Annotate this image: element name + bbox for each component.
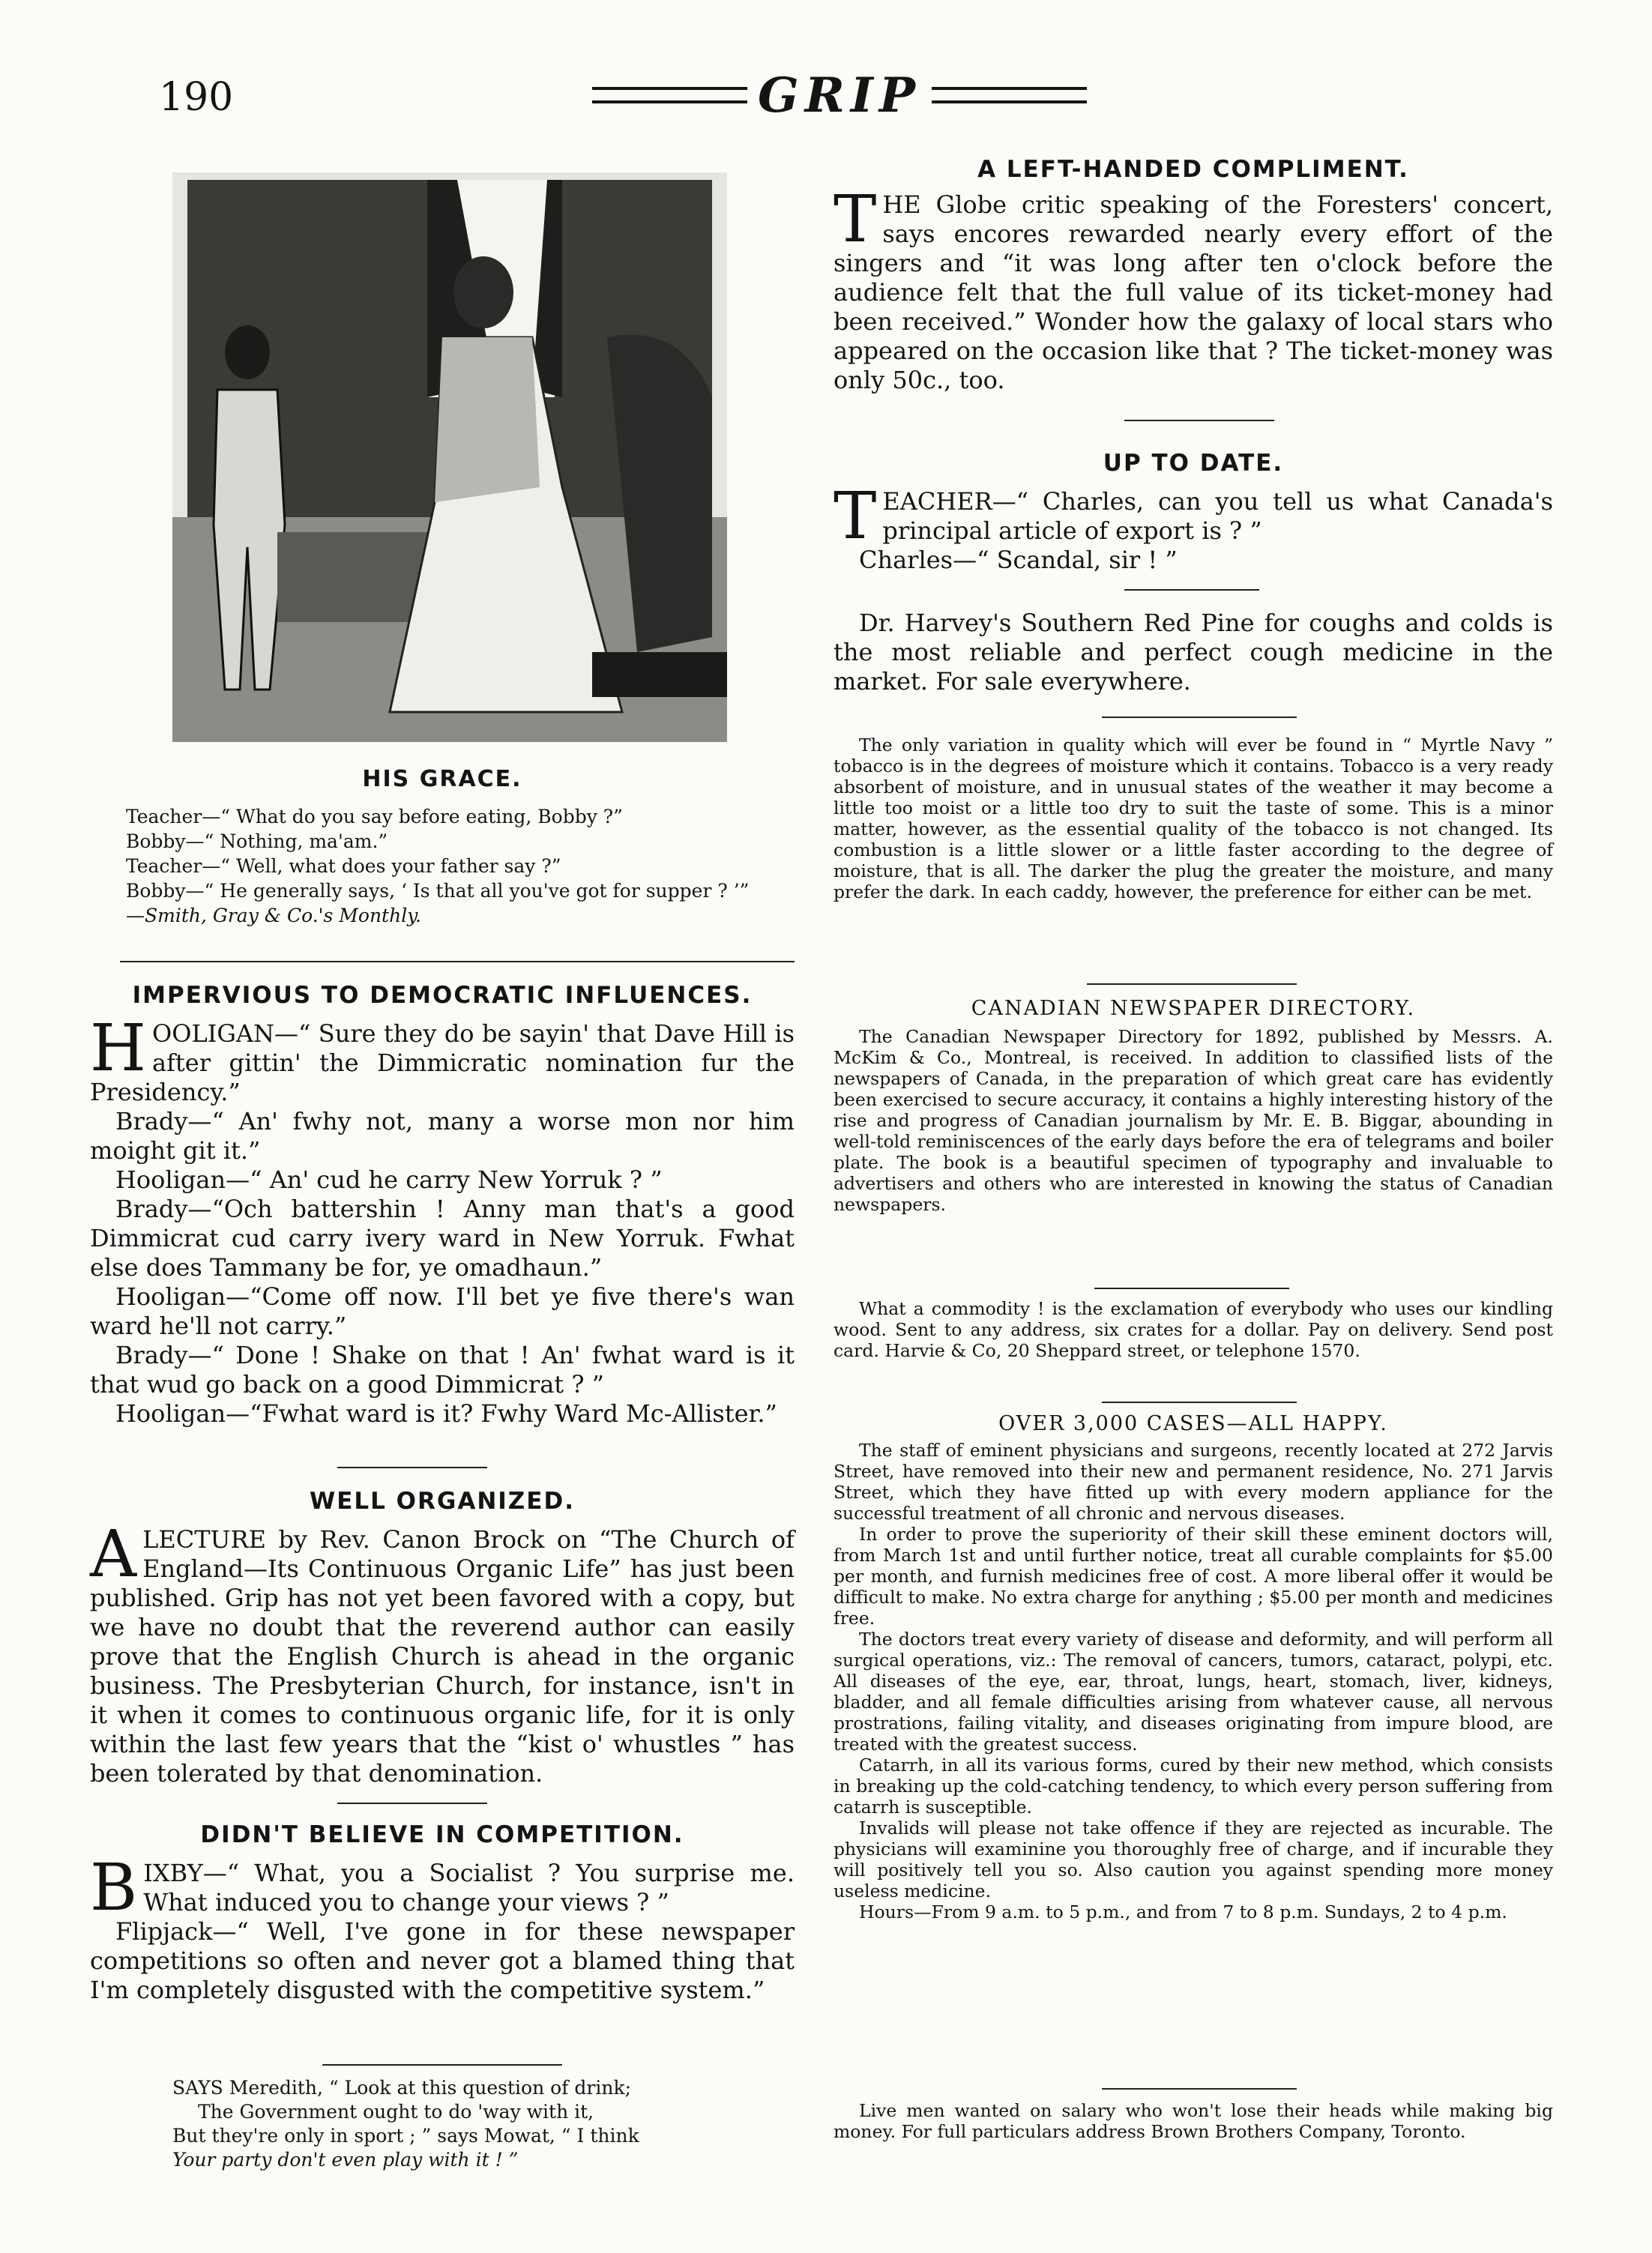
cases-para: Invalids will please not take offence if they are rejected as incurable. The physicians will examinine you thoroughly free of charge, and if incurable they will positively tell you so. Also caution you against spending more money useless medicine. [833,1818,1553,1901]
drop-cap: T [833,479,877,554]
divider [1102,1402,1297,1403]
competition-para: IXBY—“ What, you a Socialist ? You surprise me. What induced you to change your views ? ” [143,1859,795,1916]
up-to-date-section [833,450,1553,575]
masthead-title: GRIP [758,67,921,124]
impervious-para: Brady—“ Done ! Shake on that ! An' fwhat ward is it that wud go back on a good Dimmicrat ? ” [90,1341,795,1399]
impervious-section [90,982,795,1429]
live-men-section [833,2100,1553,2142]
myrtle-text: The only variation in quality which will ever be found in “ Myrtle Navy ” tobacco is in the degrees of moisture which it contains. Tobacco is a very ready absorbent of moisture, and in unusual states of the weather it may become a little too moist or a little too dry to suit the taste of some. This is a minor matter, however, as the essential quality of the tobacco is not changed. Its combustion is a little slower or a little faster according to the degree of moisture, that is all. The darker the plug the greater the moisture, and many prefer the dark. In each caddy, however, the preference for either can be met. [833,735,1553,902]
divider [120,961,795,962]
competition-section [90,1821,795,2005]
impervious-para: OOLIGAN—“ Sure they do be sayin' that Dave Hill is after gittin' the Dimmicratic nomination fur the Presidency.” [90,1019,795,1106]
left-handed-title: A LEFT-HANDED COMPLIMENT. [977,156,1409,183]
divider [337,1467,487,1468]
impervious-para: Hooligan—“Fwhat ward is it? Fwhy Ward Mc-Allister.” [115,1399,777,1428]
up-to-date-line: EACHER—“ Charles, can you tell us what Canada's principal article of export is ? ” [882,487,1553,545]
left-handed-text: HE Globe critic speaking of the Foresters' concert, says encores rewarded nearly every effort of the singers and “it was long after ten o'clock before the audience felt that the full value of its ticket-money had been received.” Wonder how the galaxy of local stars who appeared on the occasion like that ? The ticket-money was only 50c., too. [833,190,1553,394]
his-grace-line: Bobby—“ He generally says, ‘ Is that all you've got for supper ? ’” [126,880,750,902]
directory-section [833,997,1553,1215]
poem-line: SAYS Meredith, “ Look at this question of drink; [172,2077,632,2099]
divider [322,2064,562,2066]
poem-line: Your party don't even play with it ! ” [172,2149,519,2171]
masthead-rule-right [932,87,1087,103]
up-to-date-title: UP TO DATE. [1103,450,1284,477]
his-grace-line: Bobby—“ Nothing, ma'am.” [126,830,388,852]
his-grace-title: HIS GRACE. [362,766,522,792]
masthead [592,67,1087,124]
drop-cap: T [833,182,877,257]
poem-line: But they're only in sport ; ” says Mowat, “ I think [172,2125,639,2147]
divider [1102,2088,1297,2090]
commodity-section [833,1298,1553,1361]
page-number: 190 [159,75,234,120]
divider [1087,983,1297,985]
directory-title: CANADIAN NEWSPAPER DIRECTORY. [971,997,1416,1020]
drop-cap: H [90,1011,146,1086]
live-men-text: Live men wanted on salary who won't lose their heads while making big money. For full particulars address Brown Brothers Company, Toronto. [833,2100,1553,2142]
impervious-para: Hooligan—“Come off now. I'll bet ye five there's wan ward he'll not carry.” [90,1282,795,1340]
engraving-illustration [142,172,757,757]
poem-line: The Government ought to do 'way with it, [198,2101,594,2123]
his-grace-source: —Smith, Gray & Co.'s Monthly. [126,905,421,926]
cases-para: The doctors treat every variety of disease and deformity, and will perform all surgical operations, viz.: The removal of cancers, tumors, cataract, polypi, etc. All diseases of the eye, ear, throat, lungs, heart, stomach, liver, kidneys, bladder, and all female difficulties arising from whatever cause, all nervous prostrations, failing vitality, and diseases originating from impure blood, are treated with the greatest success. [833,1629,1553,1755]
cases-para: The staff of eminent physicians and surgeons, recently located at 272 Jarvis Street, have removed into their new and permanent residence, No. 271 Jarvis Street, which they have fitted up with every modern appliance for the successful treatment of all chronic and nervous diseases. [833,1440,1553,1524]
masthead-rule-left [592,87,747,103]
cases-para: Hours—From 9 a.m. to 5 p.m., and from 7 to 8 p.m. Sundays, 2 to 4 p.m. [859,1901,1507,1922]
up-to-date-line: Charles—“ Scandal, sir ! ” [859,546,1178,574]
cases-para: In order to prove the superiority of their skill these eminent doctors will, from March 1st and until further notice, treat all curable complaints for $5.00 per month, and furnish medicines free of cost. A more liberal offer it would be difficult to make. No extra charge for anything ; $5.00 per month and medicines free. [833,1524,1553,1629]
his-grace-line: Teacher—“ What do you say before eating, Bobby ?” [126,806,623,827]
well-organized-section [90,1488,795,1788]
divider [1094,1288,1289,1289]
drop-cap: B [90,1851,138,1925]
cases-section [833,1412,1553,1922]
divider [1102,717,1297,718]
impervious-title: IMPERVIOUS TO DEMOCRATIC INFLUENCES. [132,982,753,1009]
well-organized-title: WELL ORGANIZED. [310,1488,575,1515]
harvey-section [833,609,1553,696]
impervious-para: Brady—“Och battershin ! Anny man that's a good Dimmicrat cud carry ivery ward in New Yorruk. Fwhat else does Tammany be for, ye omadhaun.” [90,1195,795,1282]
drop-cap: A [90,1517,137,1592]
cases-title: OVER 3,000 CASES—ALL HAPPY. [998,1412,1388,1435]
divider [1124,589,1259,591]
divider [337,1803,487,1804]
his-grace-section [90,766,795,928]
divider [1124,420,1274,421]
impervious-para: Hooligan—“ An' cud he carry New Yorruk ? ” [115,1165,663,1194]
his-grace-line: Teacher—“ Well, what does your father say ?” [126,855,561,877]
myrtle-section [833,735,1553,902]
illustration-teacher-and-boy [142,172,757,757]
competition-para: Flipjack—“ Well, I've gone in for these newspaper competitions so often and never got a blamed thing that I'm completely disgusted with the competitive system.” [90,1917,795,2004]
commodity-text: What a commodity ! is the exclamation of everybody who uses our kindling wood. Sent to any address, six crates for a dollar. Pay on delivery. Send post card. Harvie & Co, 20 Sheppard street, or telephone 1570. [833,1298,1553,1361]
left-handed-section [833,156,1553,395]
competition-title: DIDN'T BELIEVE IN COMPETITION. [200,1821,684,1848]
cases-para: Catarrh, in all its various forms, cured by their new method, which consists in breaking up the cold-catching tendency, to which every person suffering from catarrh is susceptible. [833,1755,1553,1818]
well-organized-text: LECTURE by Rev. Canon Brock on “The Church of England—Its Continuous Organic Life” has just been published. Grip has not yet been favored with a copy, but we have no doubt that the reverend author can easily prove that the English Church is ahead in the organic business. The Presbyterian Church, for instance, isn't in it when it comes to continuous organic life, for it is only within the last few years that the “kist o' whustles ” has been tolerated by that denomination. [90,1525,795,1788]
directory-text: The Canadian Newspaper Directory for 1892, published by Messrs. A. McKim & Co., Montreal, is received. In addition to classified lists of the newspapers of Canada, in the preparation of which great care has evidently been exercised to secure accuracy, it contains a highly interesting history of the rise and progress of Canadian journalism by Mr. E. B. Biggar, abounding in well-told reminiscences of the early days before the era of telegrams and boiler plate. The book is a beautiful specimen of typography and invaluable to advertisers and others who are interested in knowing the status of Canadian newspapers. [833,1026,1553,1215]
poem-section [172,2076,772,2172]
harvey-text: Dr. Harvey's Southern Red Pine for coughs and colds is the most reliable and perfect cough medicine in the market. For sale everywhere. [833,609,1553,696]
impervious-para: Brady—“ An' fwhy not, many a worse mon nor him moight git it.” [90,1107,795,1165]
